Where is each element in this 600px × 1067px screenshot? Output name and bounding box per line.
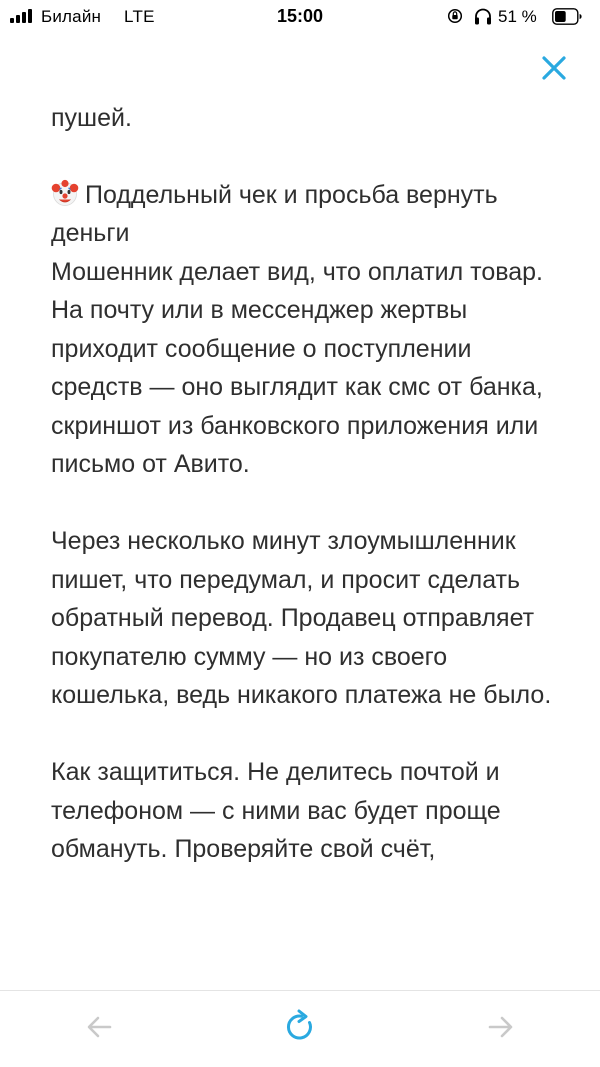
reload-button[interactable]: [280, 1007, 320, 1047]
clown-face-icon: [51, 179, 79, 207]
paragraph-return-transfer: Через несколько минут злоумышленник пишет, что передумал, и просит сделать обратный перевод. Продавец отправляет покупателю сумму — но из своего кошелька, ведь никакого платежа не было.: [51, 527, 552, 709]
status-bar: [0, 0, 600, 36]
paragraph-protection: Как защититься. Не делитесь почтой и телефоном — с ними вас будет проще обмануть. Проверяйте свой счёт,: [51, 758, 508, 863]
rotation-lock-icon: [447, 8, 463, 24]
close-icon: [544, 58, 564, 78]
paragraph-fake-receipt: Поддельный чек и просьба вернуть деньги Мошенник делает вид, что оплатил товар. На почту или в мессенджер жертвы приходит сообщение о поступлении средств — оно выглядит как смс от банка, скриншот из банковского приложения или письмо от Авито.: [51, 180, 543, 478]
top-navigation-bar: [0, 36, 600, 102]
close-button[interactable]: [532, 46, 576, 90]
carrier-name: Билайн: [41, 7, 102, 26]
forward-button[interactable]: [480, 1007, 520, 1047]
battery-icon: [552, 8, 582, 25]
arrow-left-icon: [89, 1018, 110, 1036]
paragraph-ending: пушей.: [51, 103, 132, 132]
article-body: [51, 60, 561, 907]
battery-percentage: 51 %: [498, 7, 537, 26]
arrow-right-icon: [490, 1018, 511, 1036]
reload-icon: [288, 1011, 310, 1038]
network-type: LTE: [124, 7, 155, 26]
back-button[interactable]: [80, 1007, 120, 1047]
bottom-toolbar: [0, 990, 600, 1067]
clock: 15:00: [276, 6, 324, 26]
headphones-icon: [474, 8, 492, 25]
